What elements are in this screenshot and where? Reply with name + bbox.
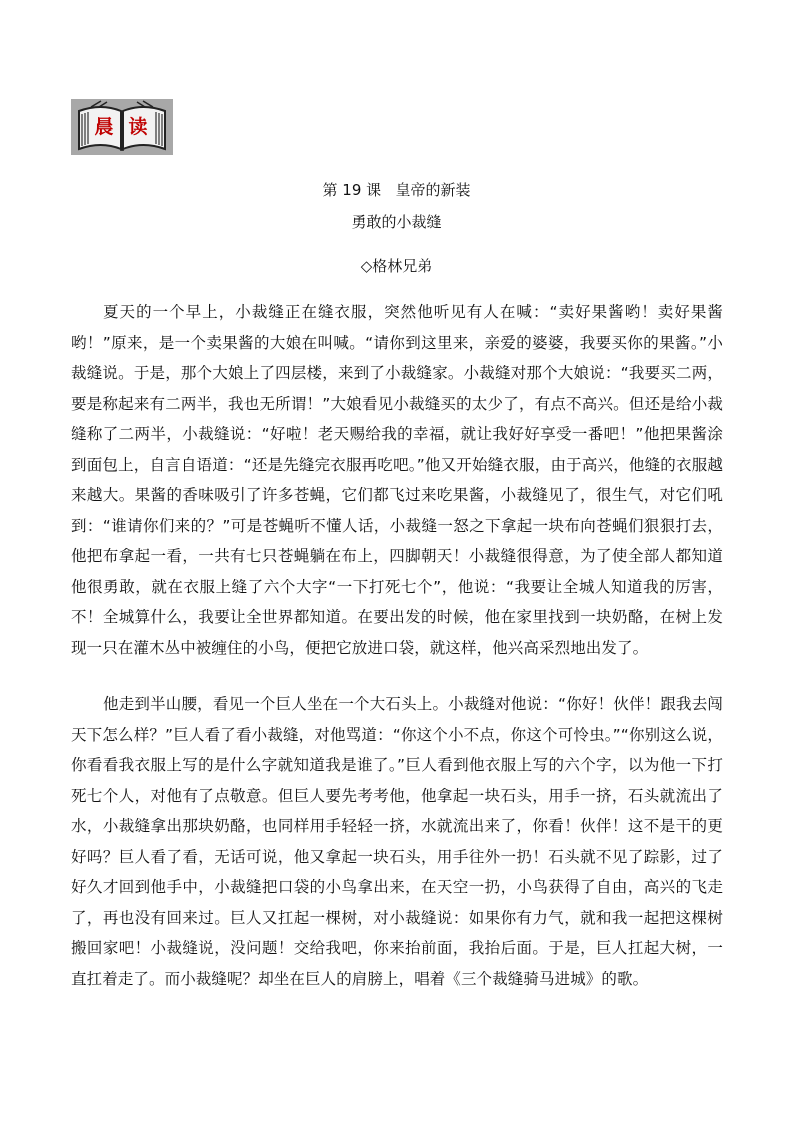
lesson-title [0, 180, 793, 200]
story-title: 勇敢的小裁缝 [351, 213, 442, 231]
lesson-number: 第 19 课 [322, 181, 382, 199]
morning-reading-logo [71, 99, 173, 155]
story-paragraph-2: 他走到半山腰，看见一个巨人坐在一个大石头上。小裁缝对他说：“你好！伙伴！跟我去闯天下怎么样？”巨人看了看小裁缝，对他骂道：“你这个小不点，你这个可怜虫。”“你别这么说，你看看我衣服上写的是什么字就知道我是谁了。”巨人看到他衣服上写的六个字，以为他一下打死七个人，对他有了点敬意。但巨人要先考考他，他拿起一块石头，用手一挤，石头就流出了水，小裁缝拿出那块奶酪，也同样用手轻轻一挤，水就流出来了，你看！伙伴！这不是干的更好吗？巨人看了看，无话可说，他又拿起一块石头，用手往外一扔！石头就不见了踪影，过了好久才回到他手中，小裁缝把口袋的小鸟拿出来，在天空一扔，小鸟获得了自由，高兴的飞走了，再也没有回来过。巨人又扛起一棵树，对小裁缝说：如果你有力气，就和我一起把这棵树搬回家吧！小裁缝说，没问题！交给我吧，你来抬前面，我抬后面。于是，巨人扛起大树，一直扛着走了。而小裁缝呢？却坐在巨人的肩膀上，唱着《三个裁缝骑马进城》的歌。 [71, 695, 723, 988]
author-line: ◇格林兄弟 [360, 257, 433, 275]
logo-char-chen: 晨 [94, 116, 114, 138]
open-book-icon [71, 99, 173, 155]
lesson-name: 皇帝的新装 [395, 181, 471, 199]
logo-char-du: 读 [128, 116, 148, 138]
story-paragraph-1: 夏天的一个早上，小裁缝正在缝衣服，突然他听见有人在喊：“卖好果酱哟！卖好果酱哟！”原来，是一个卖果酱的大娘在叫喊。“请你到这里来，亲爱的婆婆，我要买你的果酱。”小裁缝说。于是，那个大娘上了四层楼，来到了小裁缝家。小裁缝对那个大娘说：“我要买二两，要是称起来有二两半，我也无所谓！”大娘看见小裁缝买的太少了，有点不高兴。但还是给小裁缝称了二两半，小裁缝说：“好啦！老天赐给我的幸福，就让我好好享受一番吧！”他把果酱涂到面包上，自言自语道：“还是先缝完衣服再吃吧。”他又开始缝衣服，由于高兴，他缝的衣服越来越大。果酱的香味吸引了许多苍蝇，它们都飞过来吃果酱，小裁缝见了，很生气，对它们吼到：“谁请你们来的？”可是苍蝇听不懂人话，小裁缝一怒之下拿起一块布向苍蝇们狠狠打去，他把布拿起一看，一共有七只苍蝇躺在布上，四脚朝天！小裁缝很得意，为了使全部人都知道他很勇敢，就在衣服上缝了六个大字“一下打死七个”，他说：“我要让全城人知道我的厉害，不！全城算什么，我要让全世界都知道。在要出发的时候，他在家里找到一块奶酪，在树上发现一只在灌木丛中被缠住的小鸟，便把它放进口袋，就这样，他兴高采烈地出发了。 [71, 303, 723, 657]
